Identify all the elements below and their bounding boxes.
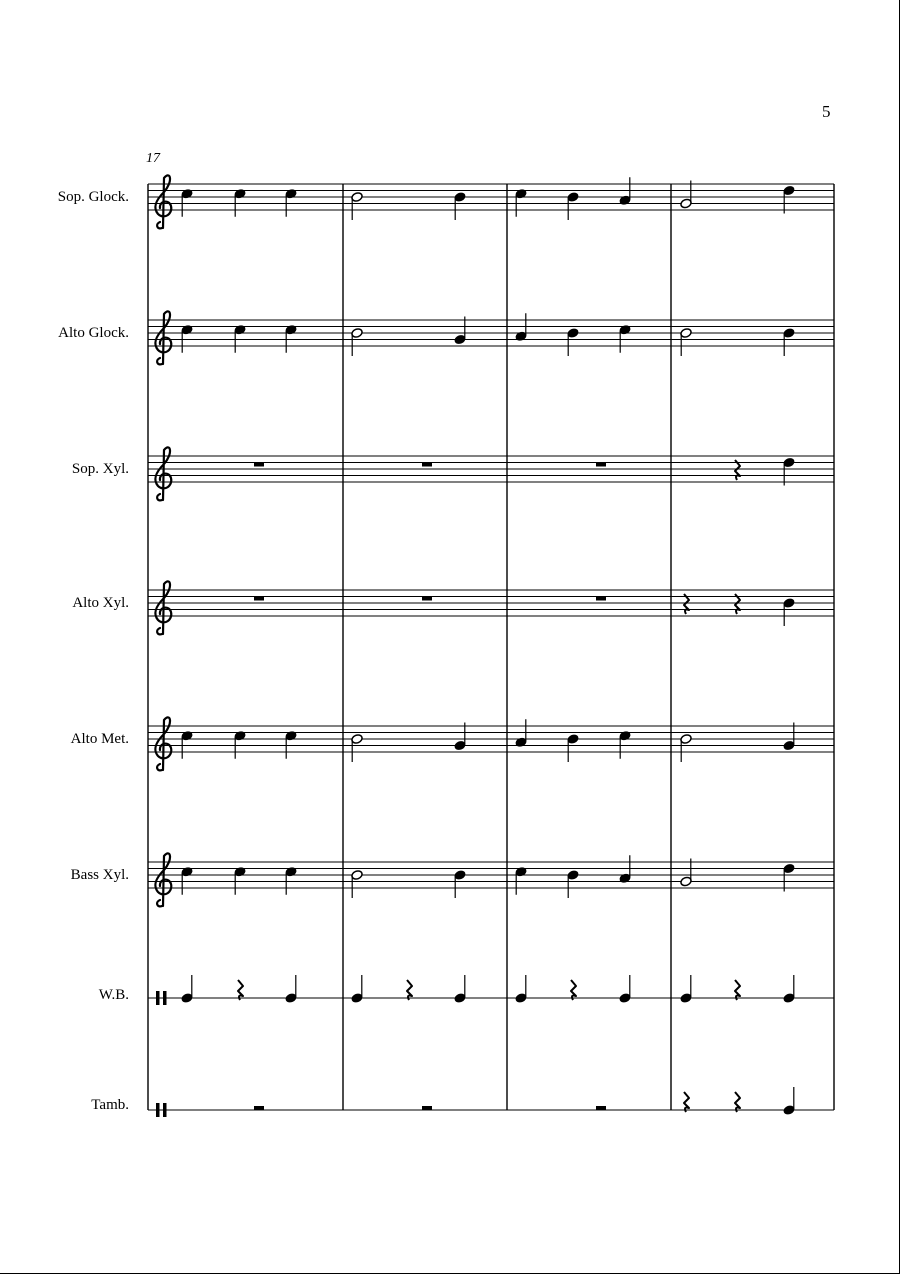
whole-rest [422, 597, 432, 601]
measure-17 [254, 597, 264, 601]
instrument-label-wood-block: W.B. [98, 987, 129, 1003]
measure-18 [351, 870, 466, 898]
measure-17 [181, 866, 297, 894]
quarter-rest [571, 980, 576, 1000]
measure-17 [181, 188, 297, 216]
treble-clef-icon [155, 175, 171, 228]
percussion-clef-icon [156, 991, 160, 1005]
whole-rest [254, 1106, 264, 1110]
measure-17 [181, 730, 297, 758]
instrument-label-alto-glock: Alto Glock. [58, 325, 129, 341]
staff-7 [148, 975, 834, 1005]
instrument-label-alto-xyl: Alto Xyl. [72, 595, 129, 611]
percussion-clef-icon [163, 991, 167, 1005]
measure-18 [351, 975, 466, 1003]
instrument-label-sop-glock: Sop. Glock. [57, 189, 129, 205]
quarter-rest [238, 980, 243, 1000]
quarter-rest [684, 1092, 689, 1112]
staff-3 [148, 447, 834, 500]
treble-clef-icon [155, 447, 171, 500]
measure-17 [254, 1106, 264, 1110]
staff-6 [148, 853, 834, 906]
percussion-clef-icon [156, 1103, 160, 1117]
measure-17 [254, 463, 264, 467]
measure-19 [596, 1106, 606, 1110]
whole-rest [422, 1106, 432, 1110]
measure-20 [680, 975, 795, 1003]
measure-20 [684, 1087, 795, 1115]
measure-number: 17 [146, 151, 160, 166]
measure-17 [181, 975, 297, 1003]
measure-18 [351, 192, 466, 220]
quarter-rest [735, 460, 740, 480]
staff-8 [148, 1087, 834, 1117]
measure-17 [181, 324, 297, 352]
measure-19 [515, 975, 631, 1003]
measure-20 [684, 594, 795, 626]
quarter-rest [684, 594, 689, 614]
whole-rest [596, 597, 606, 601]
measure-20 [680, 328, 795, 356]
whole-rest [422, 463, 432, 467]
quarter-rest [735, 1092, 740, 1112]
whole-rest [596, 463, 606, 467]
whole-rest [254, 597, 264, 601]
staff-1 [148, 175, 834, 228]
percussion-clef-icon [163, 1103, 167, 1117]
measure-18 [422, 597, 432, 601]
measure-20 [735, 457, 795, 485]
measure-18 [422, 1106, 432, 1110]
instrument-label-tambourine: Tamb. [91, 1097, 129, 1113]
measure-19 [596, 597, 606, 601]
instrument-label-alto-met: Alto Met. [70, 731, 129, 747]
measure-20 [680, 723, 795, 763]
staff-4 [148, 581, 834, 634]
whole-rest [596, 1106, 606, 1110]
quarter-rest [735, 980, 740, 1000]
treble-clef-icon [155, 853, 171, 906]
treble-clef-icon [155, 717, 171, 770]
staff-5 [148, 717, 834, 770]
measure-18 [351, 723, 466, 763]
treble-clef-icon [155, 581, 171, 634]
quarter-rest [407, 980, 412, 1000]
measure-18 [422, 463, 432, 467]
page-number: 5 [822, 102, 831, 121]
measure-18 [351, 317, 466, 357]
quarter-rest [735, 594, 740, 614]
instrument-label-sop-xyl: Sop. Xyl. [71, 461, 129, 477]
instrument-label-bass-xyl: Bass Xyl. [70, 867, 129, 883]
staff-2 [148, 311, 834, 364]
measure-19 [596, 463, 606, 467]
treble-clef-icon [155, 311, 171, 364]
whole-rest [254, 463, 264, 467]
